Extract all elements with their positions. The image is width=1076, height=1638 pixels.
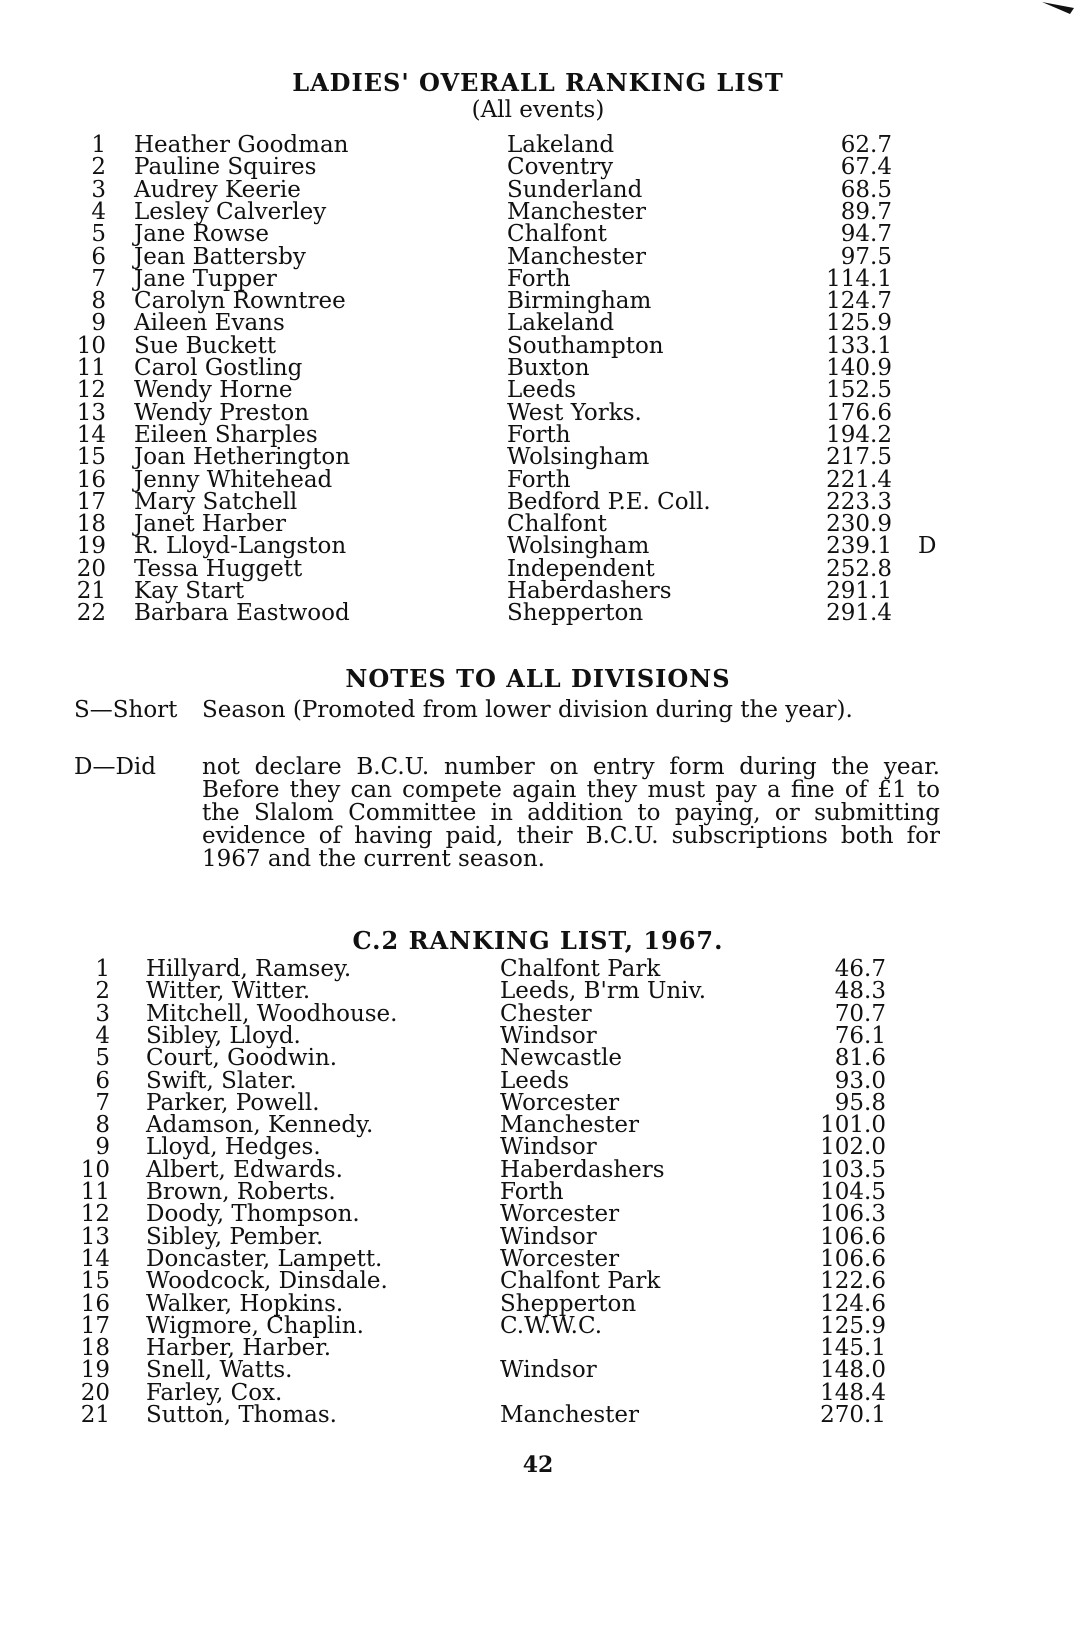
ladies-club: Manchester bbox=[507, 243, 647, 270]
ladies-score: 89.7 bbox=[840, 198, 892, 225]
ladies-name: Wendy Preston bbox=[134, 399, 310, 426]
ladies-rank: 18 bbox=[76, 511, 106, 538]
c2-club: Manchester bbox=[500, 1402, 640, 1428]
c2-name: Sibley, Pember. bbox=[146, 1223, 324, 1250]
ladies-rank: 14 bbox=[76, 421, 106, 448]
ladies-club: Manchester bbox=[507, 198, 647, 225]
c2-name: Snell, Watts. bbox=[146, 1357, 293, 1384]
ladies-row bbox=[0, 312, 1076, 335]
c2-name: Hillyard, Ramsey. bbox=[146, 956, 352, 982]
c2-score: 103.5 bbox=[820, 1156, 886, 1183]
c2-rank: 4 bbox=[95, 1022, 110, 1049]
ladies-club: Haberdashers bbox=[507, 578, 672, 604]
ladies-club: Forth bbox=[507, 421, 571, 448]
c2-row bbox=[0, 1359, 1076, 1382]
ladies-rank: 19 bbox=[76, 533, 106, 560]
note-s bbox=[74, 699, 940, 747]
c2-row bbox=[0, 980, 1076, 1003]
ladies-club: Wolsingham bbox=[507, 444, 650, 471]
c2-name: Albert, Edwards. bbox=[146, 1156, 343, 1183]
c2-score: 101.0 bbox=[820, 1112, 886, 1139]
ladies-score: 152.5 bbox=[826, 377, 892, 404]
c2-score: 122.6 bbox=[820, 1268, 886, 1295]
ladies-name: Mary Satchell bbox=[134, 488, 298, 515]
ladies-name: Tessa Huggett bbox=[134, 555, 303, 582]
notes-title: NOTES TO ALL DIVISIONS bbox=[345, 664, 731, 693]
c2-score: 125.9 bbox=[820, 1312, 886, 1339]
ladies-name: Heather Goodman bbox=[134, 132, 349, 158]
ladies-row bbox=[0, 535, 1076, 558]
ladies-score: 223.3 bbox=[826, 488, 892, 515]
c2-row bbox=[0, 1270, 1076, 1293]
c2-rank: 12 bbox=[80, 1201, 110, 1228]
c2-score: 106.3 bbox=[820, 1201, 886, 1228]
c2-score: 106.6 bbox=[820, 1223, 886, 1250]
ladies-score: 125.9 bbox=[826, 310, 892, 337]
c2-name: Brown, Roberts. bbox=[146, 1179, 336, 1205]
ladies-rank: 5 bbox=[91, 221, 106, 248]
c2-name: Doncaster, Lampett. bbox=[146, 1245, 383, 1272]
ladies-score: 221.4 bbox=[826, 466, 892, 493]
c2-name: Witter, Witter. bbox=[146, 978, 311, 1005]
ladies-name: Eileen Sharples bbox=[134, 421, 318, 448]
c2-score: 70.7 bbox=[834, 1000, 886, 1027]
ladies-score: 94.7 bbox=[840, 221, 892, 248]
ladies-score: 133.1 bbox=[826, 332, 892, 359]
c2-rank: 5 bbox=[95, 1045, 110, 1072]
c2-rank: 11 bbox=[80, 1179, 110, 1205]
c2-club: Leeds bbox=[500, 1067, 570, 1094]
ladies-rank: 17 bbox=[76, 488, 106, 515]
c2-score: 148.0 bbox=[820, 1357, 886, 1384]
c2-name: Farley, Cox. bbox=[146, 1379, 283, 1406]
c2-rank: 9 bbox=[95, 1134, 110, 1161]
c2-name: Harber, Harber. bbox=[146, 1335, 332, 1362]
ladies-flag: D bbox=[918, 533, 937, 560]
c2-club: Windsor bbox=[500, 1134, 597, 1161]
c2-row bbox=[0, 1047, 1076, 1070]
ladies-name: R. Lloyd-Langston bbox=[134, 533, 347, 560]
ladies-rank: 11 bbox=[76, 355, 106, 381]
page-number: 42 bbox=[522, 1452, 554, 1478]
c2-club: Windsor bbox=[500, 1223, 597, 1250]
c2-title: C.2 RANKING LIST, 1967. bbox=[352, 926, 724, 955]
c2-club: Chalfont Park bbox=[500, 956, 661, 982]
c2-name: Sutton, Thomas. bbox=[146, 1402, 337, 1428]
ladies-club: Chalfont bbox=[507, 511, 607, 538]
ladies-rank: 8 bbox=[91, 288, 106, 315]
c2-score: 270.1 bbox=[820, 1402, 886, 1428]
c2-name: Doody, Thompson. bbox=[146, 1201, 360, 1228]
ladies-rank: 6 bbox=[91, 243, 106, 270]
c2-rank: 7 bbox=[95, 1089, 110, 1116]
c2-score: 76.1 bbox=[834, 1022, 886, 1049]
ladies-name: Carolyn Rowntree bbox=[134, 288, 346, 315]
c2-rank: 13 bbox=[80, 1223, 110, 1250]
ladies-club: Lakeland bbox=[507, 310, 615, 337]
ladies-name: Pauline Squires bbox=[134, 154, 317, 181]
ladies-club: Independent bbox=[507, 555, 655, 582]
ladies-row bbox=[0, 379, 1076, 402]
ladies-score: 67.4 bbox=[840, 154, 892, 181]
ladies-score: 62.7 bbox=[840, 132, 892, 158]
ladies-score: 252.8 bbox=[826, 555, 892, 582]
ladies-rank: 4 bbox=[91, 198, 106, 225]
c2-score: 95.8 bbox=[834, 1089, 886, 1116]
ladies-rank: 2 bbox=[91, 154, 106, 181]
ladies-rank: 9 bbox=[91, 310, 106, 337]
ladies-score: 239.1 bbox=[826, 533, 892, 560]
ladies-row bbox=[0, 223, 1076, 246]
ladies-name: Carol Gostling bbox=[134, 355, 303, 381]
ladies-score: 97.5 bbox=[840, 243, 892, 270]
ladies-score: 176.6 bbox=[826, 399, 892, 426]
c2-club: Windsor bbox=[500, 1357, 597, 1384]
c2-rank: 19 bbox=[80, 1357, 110, 1384]
c2-rank: 21 bbox=[80, 1402, 110, 1428]
c2-score: 48.3 bbox=[834, 978, 886, 1005]
note-s-text: Season (Promoted from lower division during the year). bbox=[202, 697, 853, 723]
c2-name: Court, Goodwin. bbox=[146, 1045, 338, 1072]
c2-club: Leeds, B'rm Univ. bbox=[500, 978, 707, 1005]
ladies-score: 291.1 bbox=[826, 578, 892, 604]
ladies-score: 68.5 bbox=[840, 176, 892, 203]
ladies-club: Lakeland bbox=[507, 132, 615, 158]
ladies-rank: 10 bbox=[76, 332, 106, 359]
ladies-name: Jean Battersby bbox=[134, 243, 306, 270]
note-s-key: S—Short bbox=[74, 697, 178, 723]
c2-rank: 16 bbox=[80, 1290, 110, 1317]
c2-club: Worcester bbox=[500, 1201, 620, 1228]
ladies-club: Wolsingham bbox=[507, 533, 650, 560]
c2-club: Worcester bbox=[500, 1245, 620, 1272]
c2-club: Worcester bbox=[500, 1089, 620, 1116]
ladies-row bbox=[0, 156, 1076, 179]
ladies-rank: 12 bbox=[76, 377, 106, 404]
ladies-name: Jenny Whitehead bbox=[134, 466, 333, 493]
note-d bbox=[74, 756, 940, 896]
ladies-name: Barbara Eastwood bbox=[134, 600, 350, 627]
c2-rank: 2 bbox=[95, 978, 110, 1005]
ladies-score: 230.9 bbox=[826, 511, 892, 538]
c2-club: Chester bbox=[500, 1000, 592, 1027]
c2-name: Wigmore, Chaplin. bbox=[146, 1312, 364, 1339]
c2-rank: 17 bbox=[80, 1312, 110, 1339]
c2-rank: 15 bbox=[80, 1268, 110, 1295]
c2-name: Swift, Slater. bbox=[146, 1067, 297, 1094]
c2-row bbox=[0, 1203, 1076, 1226]
ladies-club: Buxton bbox=[507, 355, 590, 381]
ladies-name: Aileen Evans bbox=[134, 310, 285, 337]
c2-row bbox=[0, 1404, 1076, 1427]
c2-club: Haberdashers bbox=[500, 1156, 665, 1183]
ladies-name: Kay Start bbox=[134, 578, 245, 604]
ladies-club: Shepperton bbox=[507, 600, 644, 627]
ladies-row bbox=[0, 602, 1076, 625]
ladies-rank: 20 bbox=[76, 555, 106, 582]
ladies-rank: 13 bbox=[76, 399, 106, 426]
c2-name: Adamson, Kennedy. bbox=[146, 1112, 374, 1139]
ladies-name: Wendy Horne bbox=[134, 377, 293, 404]
c2-score: 124.6 bbox=[820, 1290, 886, 1317]
note-d-key: D—Did bbox=[74, 754, 156, 780]
c2-score: 102.0 bbox=[820, 1134, 886, 1161]
ladies-club: West Yorks. bbox=[507, 399, 642, 426]
ladies-club: Forth bbox=[507, 265, 571, 292]
c2-score: 104.5 bbox=[820, 1179, 886, 1205]
c2-rank: 10 bbox=[80, 1156, 110, 1183]
c2-name: Walker, Hopkins. bbox=[146, 1290, 344, 1317]
ladies-club: Bedford P.E. Coll. bbox=[507, 488, 711, 515]
c2-row bbox=[0, 1136, 1076, 1159]
ladies-score: 194.2 bbox=[826, 421, 892, 448]
c2-club: C.W.W.C. bbox=[500, 1312, 603, 1339]
ladies-score: 217.5 bbox=[826, 444, 892, 471]
note-d-text: not declare B.C.U. number on entry form during the year. Before they can compete again they must pay a fine of £1 to the Slalom Committee in addition to paying, or submitting evidence of having paid, their B.C.U. subscriptions both for 1967 and the current season. bbox=[202, 754, 940, 872]
ladies-row bbox=[0, 446, 1076, 469]
ladies-rank: 7 bbox=[91, 265, 106, 292]
ladies-score: 140.9 bbox=[826, 355, 892, 381]
c2-club: Manchester bbox=[500, 1112, 640, 1139]
ladies-score: 124.7 bbox=[826, 288, 892, 315]
c2-score: 106.6 bbox=[820, 1245, 886, 1272]
ladies-club: Forth bbox=[507, 466, 571, 493]
ladies-name: Sue Buckett bbox=[134, 332, 277, 359]
c2-score: 145.1 bbox=[820, 1335, 886, 1362]
c2-rank: 14 bbox=[80, 1245, 110, 1272]
ladies-title: LADIES' OVERALL RANKING LIST bbox=[292, 68, 784, 97]
ladies-score: 291.4 bbox=[826, 600, 892, 627]
c2-rank: 1 bbox=[95, 956, 110, 982]
c2-name: Mitchell, Woodhouse. bbox=[146, 1000, 398, 1027]
c2-score: 148.4 bbox=[820, 1379, 886, 1406]
c2-rank: 18 bbox=[80, 1335, 110, 1362]
ladies-club: Southampton bbox=[507, 332, 664, 359]
ladies-rank: 3 bbox=[91, 176, 106, 203]
ladies-club: Sunderland bbox=[507, 176, 643, 203]
c2-name: Parker, Powell. bbox=[146, 1089, 320, 1116]
ladies-name: Joan Hetherington bbox=[134, 444, 351, 471]
ladies-name: Lesley Calverley bbox=[134, 198, 327, 225]
c2-club: Windsor bbox=[500, 1022, 597, 1049]
c2-club: Chalfont Park bbox=[500, 1268, 661, 1295]
ladies-name: Janet Harber bbox=[134, 511, 287, 538]
c2-score: 46.7 bbox=[834, 956, 886, 982]
c2-score: 81.6 bbox=[834, 1045, 886, 1072]
ladies-rank: 22 bbox=[76, 600, 106, 627]
c2-rank: 3 bbox=[95, 1000, 110, 1027]
c2-score: 93.0 bbox=[834, 1067, 886, 1094]
c2-name: Lloyd, Hedges. bbox=[146, 1134, 321, 1161]
ladies-rank: 15 bbox=[76, 444, 106, 471]
ladies-subtitle: (All events) bbox=[471, 97, 605, 123]
c2-club: Shepperton bbox=[500, 1290, 637, 1317]
c2-name: Woodcock, Dinsdale. bbox=[146, 1268, 388, 1295]
ladies-score: 114.1 bbox=[826, 265, 892, 292]
ladies-name: Jane Rowse bbox=[134, 221, 269, 248]
ladies-club: Coventry bbox=[507, 154, 614, 181]
ladies-club: Leeds bbox=[507, 377, 577, 404]
ladies-rank: 21 bbox=[76, 578, 106, 604]
ladies-club: Chalfont bbox=[507, 221, 607, 248]
c2-rank: 8 bbox=[95, 1112, 110, 1139]
c2-rank: 20 bbox=[80, 1379, 110, 1406]
c2-rank: 6 bbox=[95, 1067, 110, 1094]
ladies-name: Jane Tupper bbox=[134, 265, 277, 292]
ladies-name: Audrey Keerie bbox=[134, 176, 301, 203]
c2-club: Newcastle bbox=[500, 1045, 623, 1072]
c2-name: Sibley, Lloyd. bbox=[146, 1022, 301, 1049]
ladies-rank: 16 bbox=[76, 466, 106, 493]
ladies-rank: 1 bbox=[91, 132, 106, 158]
corner-mark bbox=[1040, 0, 1076, 14]
ladies-club: Birmingham bbox=[507, 288, 652, 315]
c2-club: Forth bbox=[500, 1179, 564, 1205]
